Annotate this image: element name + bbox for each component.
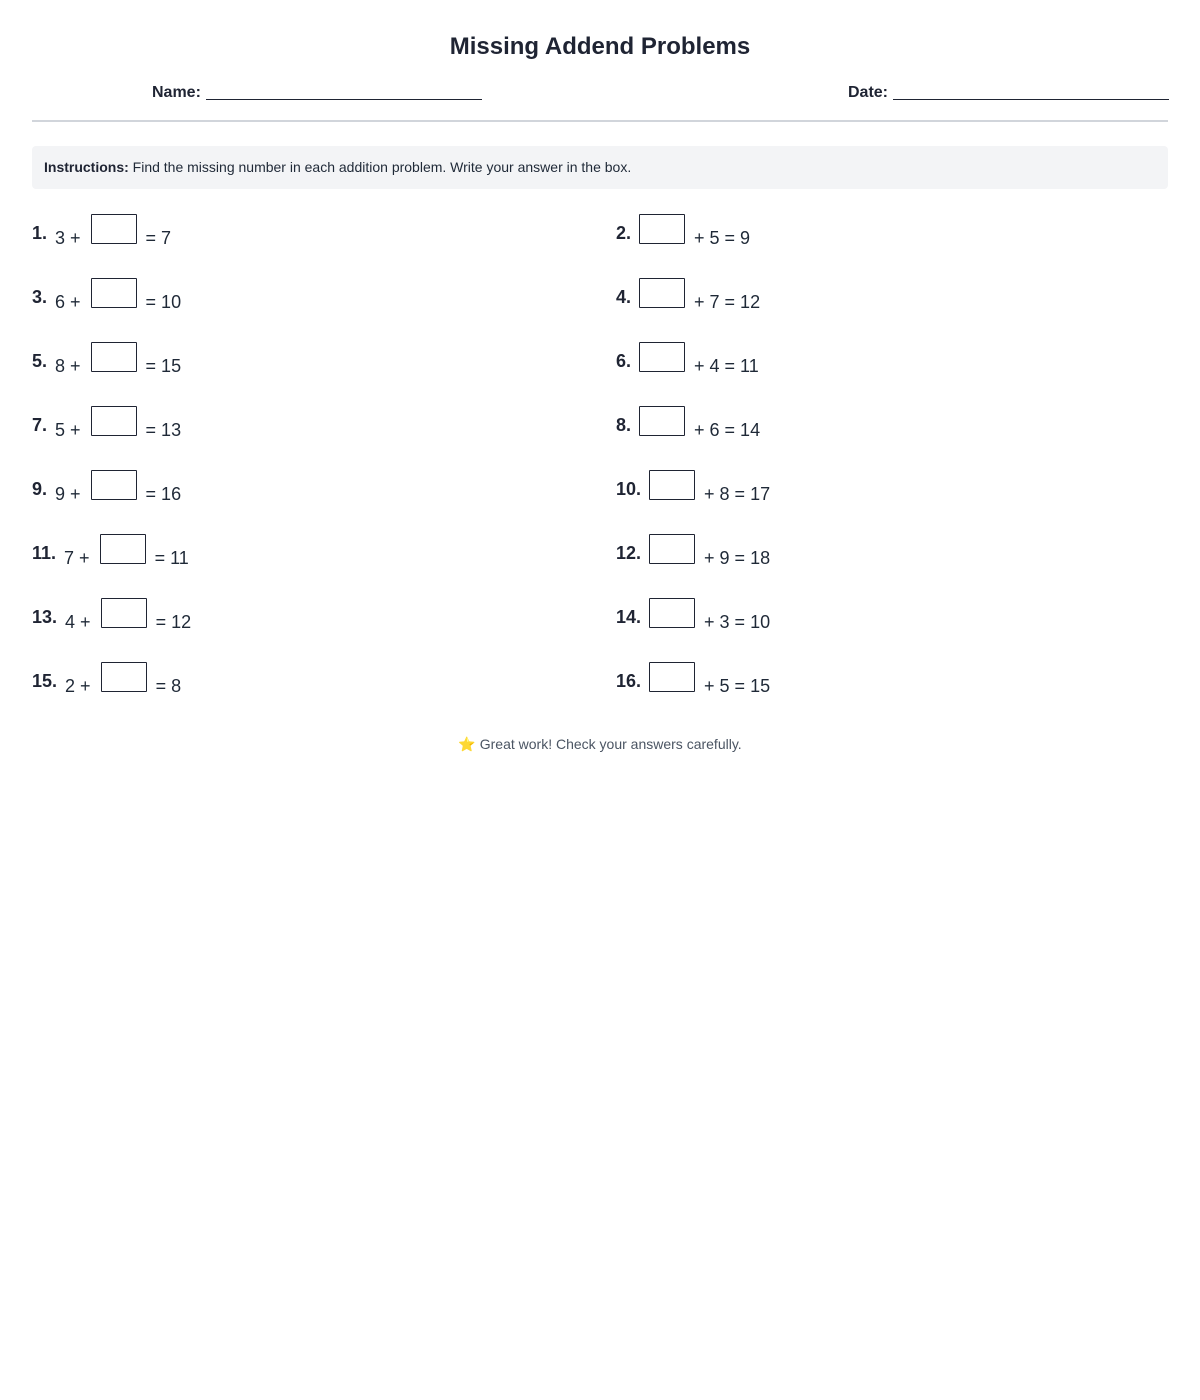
problem-item: [32, 470, 181, 504]
problem-number: 13.: [32, 607, 58, 627]
problem-number: 11.: [32, 543, 57, 563]
problem-addend: 4 +: [65, 612, 91, 632]
answer-box[interactable]: [91, 470, 137, 500]
problem-number: 10.: [616, 479, 642, 499]
answer-box[interactable]: [639, 214, 685, 244]
date-label: Date:: [848, 84, 889, 101]
answer-box[interactable]: [639, 278, 685, 308]
instructions-text: Find the missing number in each addition problem. Write your answer in the box.: [132, 159, 632, 175]
problem-number: 9.: [32, 479, 48, 499]
answer-box[interactable]: [101, 662, 147, 692]
problem-equation: = 10: [145, 292, 182, 312]
answer-box[interactable]: [639, 342, 685, 372]
problem-number: 16.: [616, 671, 642, 691]
problem-equation: + 5 = 15: [704, 676, 771, 696]
problem-addend: 2 +: [65, 676, 91, 696]
problem-addend: 8 +: [55, 356, 81, 376]
answer-box[interactable]: [91, 214, 137, 244]
problem-addend: 9 +: [55, 484, 81, 504]
problem-equation: + 7 = 12: [694, 292, 761, 312]
problem-addend: 7 +: [64, 548, 90, 568]
answer-box[interactable]: [649, 534, 695, 564]
problem-equation: = 11: [154, 548, 189, 568]
problem-number: 8.: [616, 415, 632, 435]
problem-item: [616, 214, 750, 248]
problem-number: 15.: [32, 671, 58, 691]
name-line[interactable]: [206, 99, 482, 100]
problem-equation: + 4 = 11: [694, 356, 759, 376]
problem-addend: 6 +: [55, 292, 81, 312]
problem-addend: 3 +: [55, 228, 81, 248]
problem-equation: + 3 = 10: [704, 612, 771, 632]
problem-number: 4.: [616, 287, 632, 307]
problem-equation: + 9 = 18: [704, 548, 771, 568]
answer-box[interactable]: [91, 342, 137, 372]
problem-item: [32, 598, 191, 632]
header-divider: [32, 120, 1168, 122]
instructions-label: Instructions:: [44, 159, 129, 175]
problem-number: 1.: [32, 223, 48, 243]
answer-box[interactable]: [649, 598, 695, 628]
problem-equation: = 7: [145, 228, 172, 248]
date-field: [848, 82, 1169, 102]
problem-equation: = 8: [155, 676, 182, 696]
problem-item: [616, 662, 770, 696]
problem-equation: = 15: [145, 356, 182, 376]
problem-item: [32, 406, 181, 440]
problem-equation: + 6 = 14: [694, 420, 761, 440]
problem-number: 5.: [32, 351, 48, 371]
problem-number: 2.: [616, 223, 632, 243]
problem-equation: + 8 = 17: [704, 484, 771, 504]
name-label: Name:: [152, 84, 201, 101]
problem-item: [616, 278, 760, 312]
problem-item: [616, 342, 759, 376]
problem-item: [32, 342, 181, 376]
problem-item: [32, 662, 181, 696]
problem-item: [616, 406, 760, 440]
answer-box[interactable]: [101, 598, 147, 628]
problem-number: 3.: [32, 287, 48, 307]
answer-box[interactable]: [91, 406, 137, 436]
answer-box[interactable]: [639, 406, 685, 436]
problem-item: [616, 470, 770, 504]
answer-box[interactable]: [91, 278, 137, 308]
problem-item: [616, 598, 770, 632]
footer-text: Great work! Check your answers carefully.: [479, 736, 742, 752]
problem-item: [32, 534, 189, 568]
answer-box[interactable]: [649, 662, 695, 692]
problem-equation: = 16: [145, 484, 182, 504]
problem-equation: + 5 = 9: [694, 228, 751, 248]
name-field: [152, 82, 482, 102]
answer-box[interactable]: [100, 534, 146, 564]
problem-equation: = 12: [155, 612, 192, 632]
problem-item: [32, 278, 181, 312]
problem-item: [32, 214, 171, 248]
problem-item: [616, 534, 770, 568]
instructions-box: [32, 146, 1168, 189]
problem-number: 6.: [616, 351, 632, 371]
page-title: Missing Addend Problems: [449, 33, 751, 60]
problem-number: 14.: [616, 607, 642, 627]
problem-equation: = 13: [145, 420, 182, 440]
problem-number: 12.: [616, 543, 642, 563]
footer-message: [32, 734, 1168, 754]
problem-number: 7.: [32, 415, 48, 435]
problem-addend: 5 +: [55, 420, 81, 440]
answer-box[interactable]: [649, 470, 695, 500]
date-line[interactable]: [893, 99, 1169, 100]
star-icon: ⭐: [458, 736, 476, 752]
